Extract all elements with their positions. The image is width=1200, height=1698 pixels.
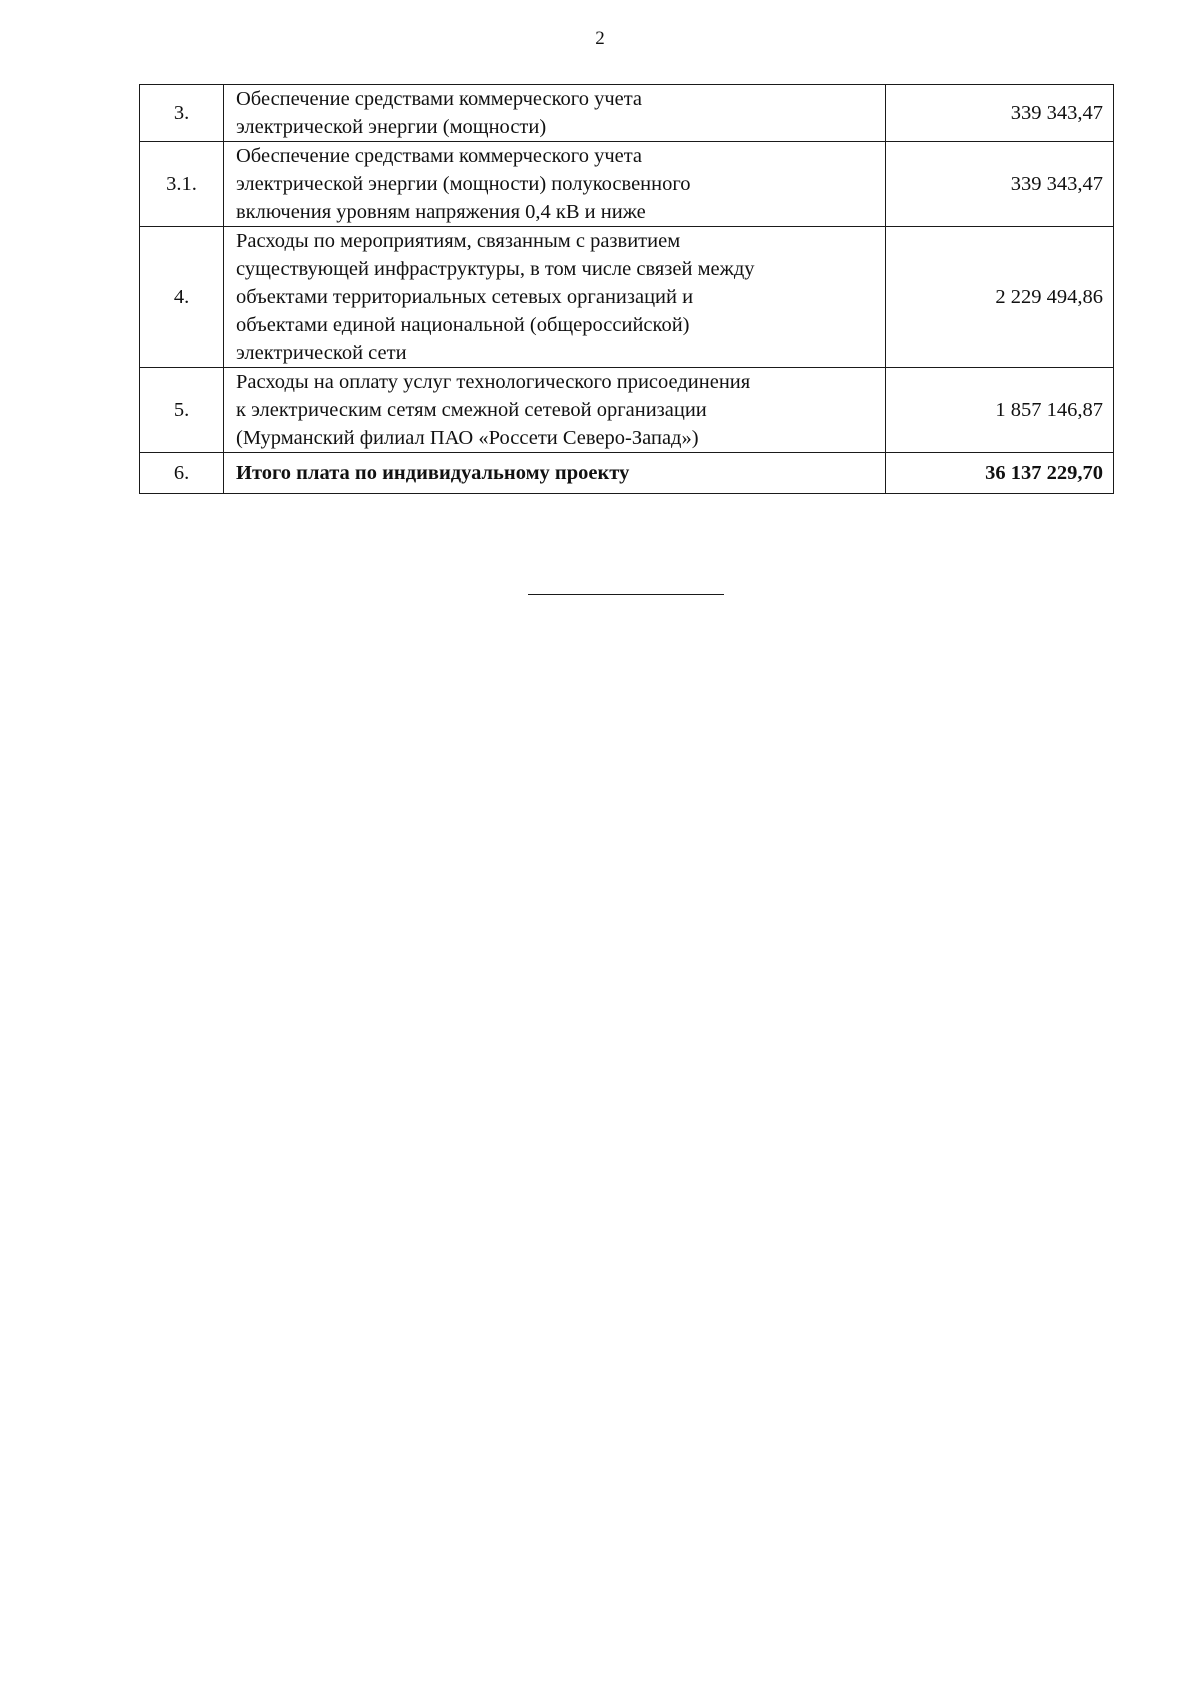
row-amount: 339 343,47: [886, 85, 1114, 142]
row-number: 4.: [140, 227, 224, 368]
row-number: 3.1.: [140, 142, 224, 227]
table-row: [140, 368, 1114, 453]
table-row: [140, 85, 1114, 142]
row-amount: 1 857 146,87: [886, 368, 1114, 453]
row-amount: 339 343,47: [886, 142, 1114, 227]
row-description: Обеспечение средствами коммерческого учета электрической энергии (мощности): [224, 85, 886, 142]
page-number: 2: [595, 28, 605, 49]
row-description: Расходы на оплату услуг технологического присоединения к электрическим сетям смежной сетевой организации (Мурманский филиал ПАО «Россети Северо-Запад»): [224, 368, 886, 453]
row-number: 5.: [140, 368, 224, 453]
table-row: [140, 142, 1114, 227]
row-number: 3.: [140, 85, 224, 142]
cost-table: [139, 84, 1114, 494]
closing-rule-divider: [528, 594, 724, 595]
row-amount: 2 229 494,86: [886, 227, 1114, 368]
row-number: 6.: [140, 453, 224, 494]
row-description: Итого плата по индивидуальному проекту: [224, 453, 886, 494]
table-row: [140, 227, 1114, 368]
row-description: Обеспечение средствами коммерческого учета электрической энергии (мощности) полукосвенного включения уровням напряжения 0,4 кВ и ниже: [224, 142, 886, 227]
row-amount: 36 137 229,70: [886, 453, 1114, 494]
table-row-total: [140, 453, 1114, 494]
row-description: Расходы по мероприятиям, связанным с развитием существующей инфраструктуры, в том числе связей между объектами территориальных сетевых организаций и объектами единой национальной (общероссийской) электрической сети: [224, 227, 886, 368]
